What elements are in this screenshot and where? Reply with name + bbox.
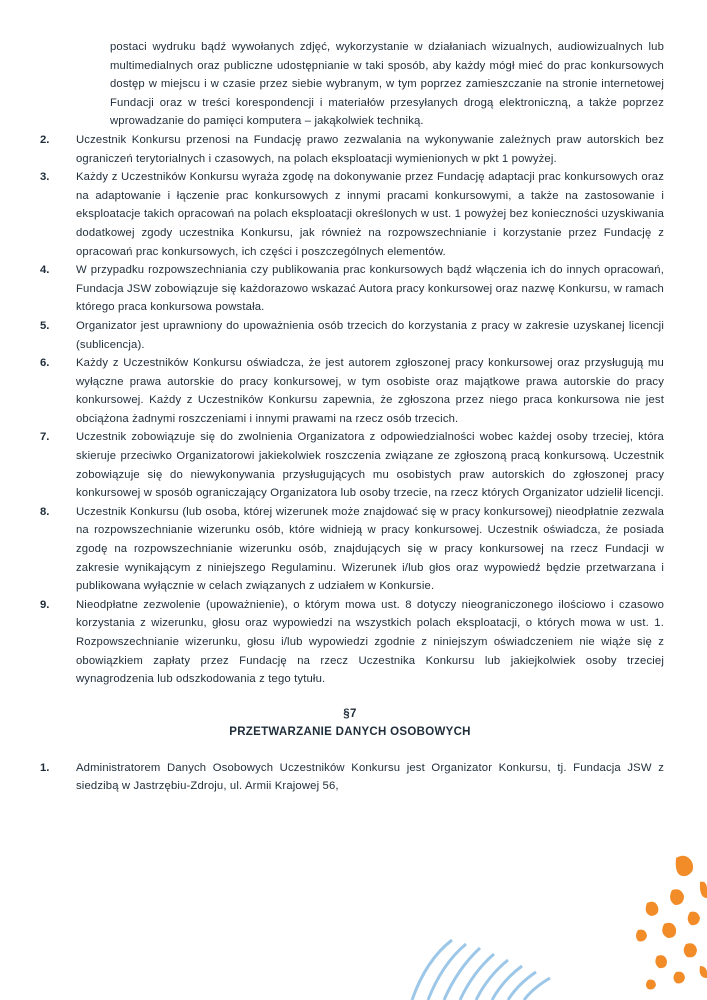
list-item [36,317,664,354]
item-text: Nieodpłatne zezwolenie (upoważnienie), o którym mowa ust. 8 dotyczy nieograniczonego ilościowo i czasowo korzystania z wizerunku, głosu oraz wypowiedzi na wszystkich polach eksploatacji, o których mowa w ust. 1. Rozpowszechnianie wizerunku, głosu i/lub wypowiedzi zgodnie z niniejszym oświadczeniem nie wiąże się z obowiązkiem zapłaty przez Fundację na rzecz Uczestnika Konkursu lub jakiejkolwiek osoby trzeciej wynagrodzenia lub odszkodowania z tego tytułu. [76,598,664,686]
blue-stripes-decoration [412,940,550,1000]
list-item [36,131,664,168]
orange-dots-decoration [636,856,707,990]
item-text: Uczestnik Konkursu przenosi na Fundację prawo zezwalania na wykonywanie zależnych praw autorskich bez ograniczeń terytorialnych i czasowych, na polach eksploatacji wymienionych w pkt 1 powyżej. [76,133,664,165]
item-text: Uczestnik Konkursu (lub osoba, której wizerunek może znajdować się w pracy konkursowej) nieodpłatnie zezwala na rozpowszechnianie wizerunku osób, które widnieją w pracy konkursowej. Uczestnik oświadcza, że posiada zgodę na rozpowszechnianie wizerunku osób, znajdujących się w pracy konkursowej na rzecz Fundacji w zakresie wynikającym z niniejszego Regulaminu. Wizerunek i/lub głos oraz wypowiedź będzie przetwarzana i publikowana wyłącznie w celach związanych z udziałem w Konkursie. [76,505,664,593]
item-number: 4. [40,264,50,277]
item-text: W przypadku rozpowszechniania czy publikowania prac konkursowych bądź włączenia ich do innych opracowań, Fundacja JSW zobowiązuje się każdorazowo wskazać Autora pracy konkursowej oraz nazwę Konkursu, w ramach którego praca konkursowa powstała. [76,264,664,314]
item-number: 6. [40,357,50,370]
item-text: Organizator jest uprawniony do upoważnienia osób trzecich do korzystania z pracy w zakresie uzyskanej licencji (sublicencja). [76,319,664,351]
item-text: Uczestnik zobowiązuje się do zwolnienia Organizatora z odpowiedzialności wobec każdej osoby trzeciej, która skieruje przeciwko Organizatorowi jakiekolwiek roszczenia związane ze zgłoszoną pracą konkursową. Uczestnik zobowiązuje się do niewykonywania przysługujących mu osobistych praw autorskich do zgłoszonej pracy konkursowej w sposób ograniczający Organizatora lub osoby trzecie, na rzecz których Organizator udzielił licencji. [76,431,664,500]
item-text: Każdy z Uczestników Konkursu oświadcza, że jest autorem zgłoszonej pracy konkursowej oraz przysługują mu wyłączne prawa autorskie do pracy konkursowej, w tym osobiste oraz majątkowe prawa autorskie do pracy konkursowej. Każdy z Uczestników Konkursu zapewnia, że zgłoszona przez niego praca konkursowa nie jest obciążona żadnymi roszczeniami i innymi prawami na rzecz osób trzecich. [76,357,664,425]
item-number: 2. [40,133,50,146]
item-number: 1. [40,761,50,774]
item-text: Administratorem Danych Osobowych Uczestników Konkursu jest Organizator Konkursu, tj. Fundacja JSW z siedzibą w Jastrzębiu-Zdroju, ul. Armii Krajowej 56, [76,761,664,793]
continuation-paragraph: postaci wydruku bądź wywołanych zdjęć, wykorzystanie w działaniach wizualnych, audiowizualnych lub multimedialnych oraz publiczne udostępnianie w taki sposób, aby każdy mógł mieć do prac konkursowych dostęp w miejscu i w czasie przez siebie wybranym, w tym poprzez zamieszczanie na stronie internetowej Fundacji oraz w treści korespondencji i materiałów przesyłanych drogą elektroniczną, a także poprzez wprowadzanie do pamięci komputera – jakąkolwiek techniką. [110,41,664,128]
list-item [36,261,664,317]
item-number: 9. [40,598,50,611]
list-item [36,354,664,428]
item-number: 7. [40,431,50,444]
list-item [36,596,664,689]
section-number: §7 [343,707,357,720]
item-text: Każdy z Uczestników Konkursu wyraża zgodę na dokonywanie przez Fundację adaptacji prac konkursowych oraz na adaptowanie i łączenie prac konkursowych z innymi pracami konkursowymi, a także na zastosowanie i eksploatacje takich opracowań na polach eksploatacji określonych w ust. 1 powyżej bez konieczności uzyskiwania dodatkowej zgody uczestnika Konkursu, jak również na rozpowszechnianie i korzystanie przez Fundację z opracowań prac konkursowych, ich części i poszczególnych elementów. [76,171,664,258]
list-item [36,759,664,796]
section-title: PRZETWARZANIE DANYCH OSOBOWYCH [229,725,471,738]
list-item [36,168,664,261]
item-number: 5. [40,319,50,332]
section-heading [36,705,664,741]
item-number: 3. [40,171,50,184]
list-item [36,428,664,502]
list-item [36,503,664,596]
page-content [36,38,664,796]
item-number: 8. [40,505,50,518]
